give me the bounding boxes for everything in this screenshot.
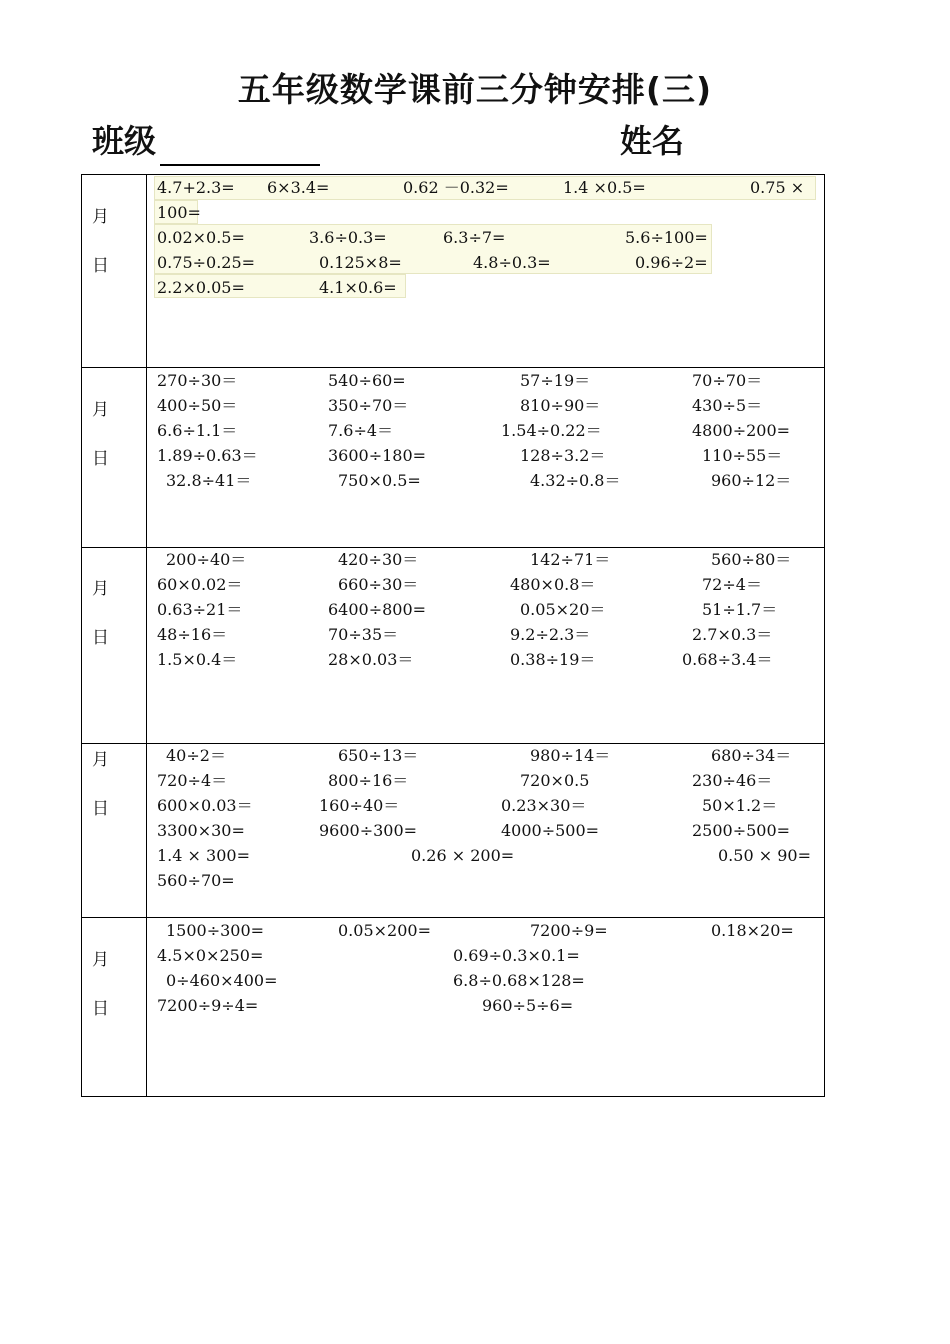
math-problem: 32.8÷41＝: [166, 471, 252, 490]
math-problem: 400÷50＝: [157, 396, 238, 415]
math-problem: 4800÷200=: [692, 421, 791, 440]
math-problem: 0.23×30＝: [501, 796, 587, 815]
name-label: 姓名: [620, 122, 685, 160]
math-problem: 3.6÷0.3=: [309, 228, 387, 247]
math-problem: 350÷70＝: [328, 396, 409, 415]
math-problem: 0.38÷19＝: [510, 650, 596, 669]
day-label: 日: [92, 999, 109, 1019]
month-label: 月: [92, 950, 109, 970]
math-problem: 4.8÷0.3=: [473, 253, 551, 272]
math-problem: 420÷30＝: [338, 550, 419, 569]
math-problem: 0.50 × 90=: [718, 846, 811, 865]
math-problem: 0.69÷0.3×0.1=: [453, 946, 580, 965]
math-problem: 48÷16＝: [157, 625, 228, 644]
math-problem: 0.75 ×: [750, 178, 805, 197]
month-label: 月: [92, 207, 109, 227]
math-problem: 480×0.8＝: [510, 575, 596, 594]
math-problem: 1.4 ×0.5=: [563, 178, 646, 197]
math-problem: 0.62 －0.32=: [403, 178, 509, 197]
math-problem: 6400÷800=: [328, 600, 427, 619]
math-problem: 800÷16＝: [328, 771, 409, 790]
math-problem: 4.5×0×250=: [157, 946, 264, 965]
row-divider: [81, 367, 825, 368]
month-label: 月: [92, 579, 109, 599]
math-problem: 40÷2＝: [166, 746, 226, 765]
row-divider: [81, 917, 825, 918]
math-problem: 0.26 × 200=: [411, 846, 515, 865]
math-problem: 1500÷300=: [166, 921, 265, 940]
math-problem: 1.4 × 300=: [157, 846, 250, 865]
math-problem: 6.8÷0.68×128=: [453, 971, 585, 990]
math-problem: 0.05×200=: [338, 921, 431, 940]
math-problem: 70÷70＝: [692, 371, 763, 390]
math-problem: 2.7×0.3＝: [692, 625, 773, 644]
math-problem: 720÷4＝: [157, 771, 228, 790]
math-problem: 4.7+2.3=: [157, 178, 235, 197]
math-problem: 3300×30=: [157, 821, 245, 840]
math-problem: 540÷60=: [328, 371, 406, 390]
math-problem: 0.68÷3.4＝: [682, 650, 773, 669]
math-problem: 720×0.5: [520, 771, 590, 790]
math-problem: 600×0.03＝: [157, 796, 253, 815]
math-problem: 6.6÷1.1＝: [157, 421, 238, 440]
math-problem: 1.5×0.4＝: [157, 650, 238, 669]
math-problem: 960÷12＝: [711, 471, 792, 490]
day-label: 日: [92, 256, 109, 276]
math-problem: 5.6÷100=: [625, 228, 708, 247]
math-problem: 72÷4＝: [702, 575, 762, 594]
math-problem: 1.89÷0.63＝: [157, 446, 258, 465]
math-problem: 650÷13＝: [338, 746, 419, 765]
math-problem: 0.05×20＝: [520, 600, 606, 619]
month-label: 月: [92, 400, 109, 420]
math-problem: 160÷40＝: [319, 796, 400, 815]
math-problem: 51÷1.7＝: [702, 600, 778, 619]
math-problem: 6.3÷7=: [443, 228, 506, 247]
math-problem: 4000÷500=: [501, 821, 600, 840]
row-divider: [81, 743, 825, 744]
math-problem: 7.6÷4＝: [328, 421, 394, 440]
row-divider: [81, 547, 825, 548]
math-problem: 560÷70=: [157, 871, 235, 890]
day-label: 日: [92, 799, 109, 819]
math-problem: 0.75÷0.25=: [157, 253, 256, 272]
math-problem: 4.32÷0.8＝: [530, 471, 621, 490]
math-problem: 110÷55＝: [702, 446, 783, 465]
math-problem: 0.02×0.5=: [157, 228, 245, 247]
math-problem: 270÷30＝: [157, 371, 238, 390]
math-problem: 430÷5＝: [692, 396, 763, 415]
math-problem: 142÷71＝: [530, 550, 611, 569]
math-problem: 100=: [157, 203, 201, 222]
math-problem: 7200÷9÷4=: [157, 996, 259, 1015]
math-problem: 70÷35＝: [328, 625, 399, 644]
math-problem: 4.1×0.6=: [319, 278, 397, 297]
class-label: 班级: [92, 122, 157, 160]
day-label: 日: [92, 628, 109, 648]
day-label: 日: [92, 449, 109, 469]
math-problem: 6×3.4=: [267, 178, 330, 197]
math-problem: 28×0.03＝: [328, 650, 414, 669]
math-problem: 960÷5÷6=: [482, 996, 574, 1015]
math-problem: 680÷34＝: [711, 746, 792, 765]
math-problem: 2500÷500=: [692, 821, 791, 840]
math-problem: 50×1.2＝: [702, 796, 778, 815]
math-problem: 0÷460×400=: [166, 971, 278, 990]
math-problem: 0.63÷21＝: [157, 600, 243, 619]
math-problem: 9600÷300=: [319, 821, 418, 840]
math-problem: 980÷14＝: [530, 746, 611, 765]
math-problem: 3600÷180=: [328, 446, 427, 465]
math-problem: 128÷3.2＝: [520, 446, 606, 465]
math-problem: 9.2÷2.3＝: [510, 625, 591, 644]
math-problem: 0.96÷2=: [635, 253, 708, 272]
math-problem: 7200÷9=: [530, 921, 608, 940]
math-problem: 810÷90＝: [520, 396, 601, 415]
math-problem: 200÷40＝: [166, 550, 247, 569]
math-problem: 0.125×8=: [319, 253, 402, 272]
math-problem: 2.2×0.05=: [157, 278, 245, 297]
math-problem: 230÷46＝: [692, 771, 773, 790]
math-problem: 660÷30＝: [338, 575, 419, 594]
math-problem: 750×0.5=: [338, 471, 421, 490]
month-label: 月: [92, 750, 109, 770]
table-column-divider: [146, 174, 147, 1097]
math-problem: 60×0.02＝: [157, 575, 243, 594]
math-problem: 560÷80＝: [711, 550, 792, 569]
class-underline: [160, 164, 320, 166]
math-problem: 57÷19＝: [520, 371, 591, 390]
page-title: 五年级数学课前三分钟安排(三): [237, 70, 713, 109]
math-problem: 1.54÷0.22＝: [501, 421, 602, 440]
math-problem: 0.18×20=: [711, 921, 794, 940]
